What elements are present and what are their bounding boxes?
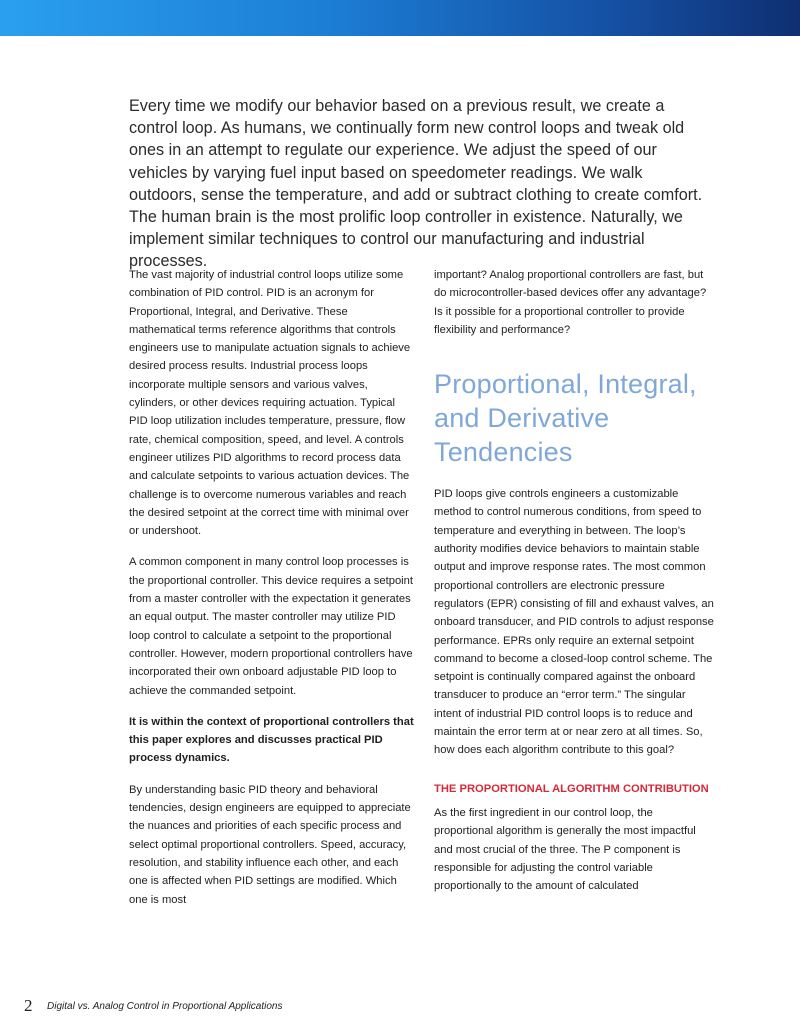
intro-paragraph: Every time we modify our behavior based on a previous result, we create a control loop. As humans, we continually form new control loops and tweak old ones in an attempt to regulate our experience. We adjust the speed of our vehicles by varying fuel input based on speedometer readings. We walk outdoors, sense the temperature, and add or subtract clothing to create comfort. The human brain is the most prolific loop controller in existence. Naturally, we implement similar techniques to control our manufacturing and industrial processes. <box>129 97 703 271</box>
footer-document-title: Digital vs. Analog Control in Proportional Applications <box>47 1001 283 1012</box>
sub-heading: THE PROPORTIONAL ALGORITHM CONTRIBUTION <box>434 782 709 795</box>
header-color-bar <box>0 0 800 36</box>
right-column <box>434 266 714 908</box>
left-paragraph-bold-thesis: It is within the context of proportional controllers that this paper explores and discusses practical PID process dynamics. <box>129 715 414 765</box>
right-paragraph-3: As the first ingredient in our control loop, the proportional algorithm is generally the most impactful and most crucial of the three. The P component is responsible for adjusting the control variable proportionally to the amount of calculated <box>434 806 696 893</box>
left-paragraph-2: A common component in many control loop processes is the proportional controller. This device requires a setpoint from a master controller with the expectation it generates an equal output. The master controller may utilize PID loop control to calculate a setpoint to the proportional controller. However, modern proportional controllers have incorporated their own onboard adjustable PID loop to achieve the commanded setpoint. <box>129 556 413 697</box>
left-column <box>129 266 414 922</box>
page-number: 2 <box>24 996 33 1015</box>
right-paragraph-2: PID loops give controls engineers a customizable method to control numerous conditions, from speed to temperature and everything in between. The loop’s authority modifies device behaviors to maintain stable output and improve response rates. The most common proportional controllers are electronic pressure regulators (EPR) consisting of fill and exhaust valves, an onboard transducer, and PID controls to adjust response performance. EPRs only require an external setpoint command to become a closed-loop control scheme. The setpoint is continually compared against the onboard transducer to produce an “error term.” The singular intent of industrial PID control loops is to reduce and maintain the error term at or near zero at all times. So, how does each algorithm contribute to this goal? <box>434 488 714 757</box>
left-paragraph-1: The vast majority of industrial control loops utilize some combination of PID control. PID is an acronym for Proportional, Integral, and Derivative. These mathematical terms reference algorithms that controls engineers use to manipulate actuation signals to achieve desired process results. Industrial process loops incorporate multiple sensors and various valves, cylinders, or other devices requiring actuation. Typical PID loop utilization includes temperature, pressure, flow rate, chemical composition, speed, and level. A controls engineer utilizes PID algorithms to record process data and calculate setpoints to various actuation devices. The challenge is to overcome numerous variables and reach the desired setpoint at the correct time with minimal over or undershoot. <box>129 269 411 538</box>
right-paragraph-1: important? Analog proportional controllers are fast, but do microcontroller-based devices offer any advantage? Is it possible for a proportional controller to provide flexibility and performance? <box>434 269 707 336</box>
left-paragraph-4: By understanding basic PID theory and behavioral tendencies, design engineers are equipped to appreciate the nuances and priorities of each specific process and select optimal proportional controllers. Speed, accuracy, resolution, and stability influence each other, and each one is affected when PID settings are modified. Which one is most <box>129 783 411 906</box>
section-heading: Proportional, Integral, and Derivative Tendencies <box>434 369 697 468</box>
